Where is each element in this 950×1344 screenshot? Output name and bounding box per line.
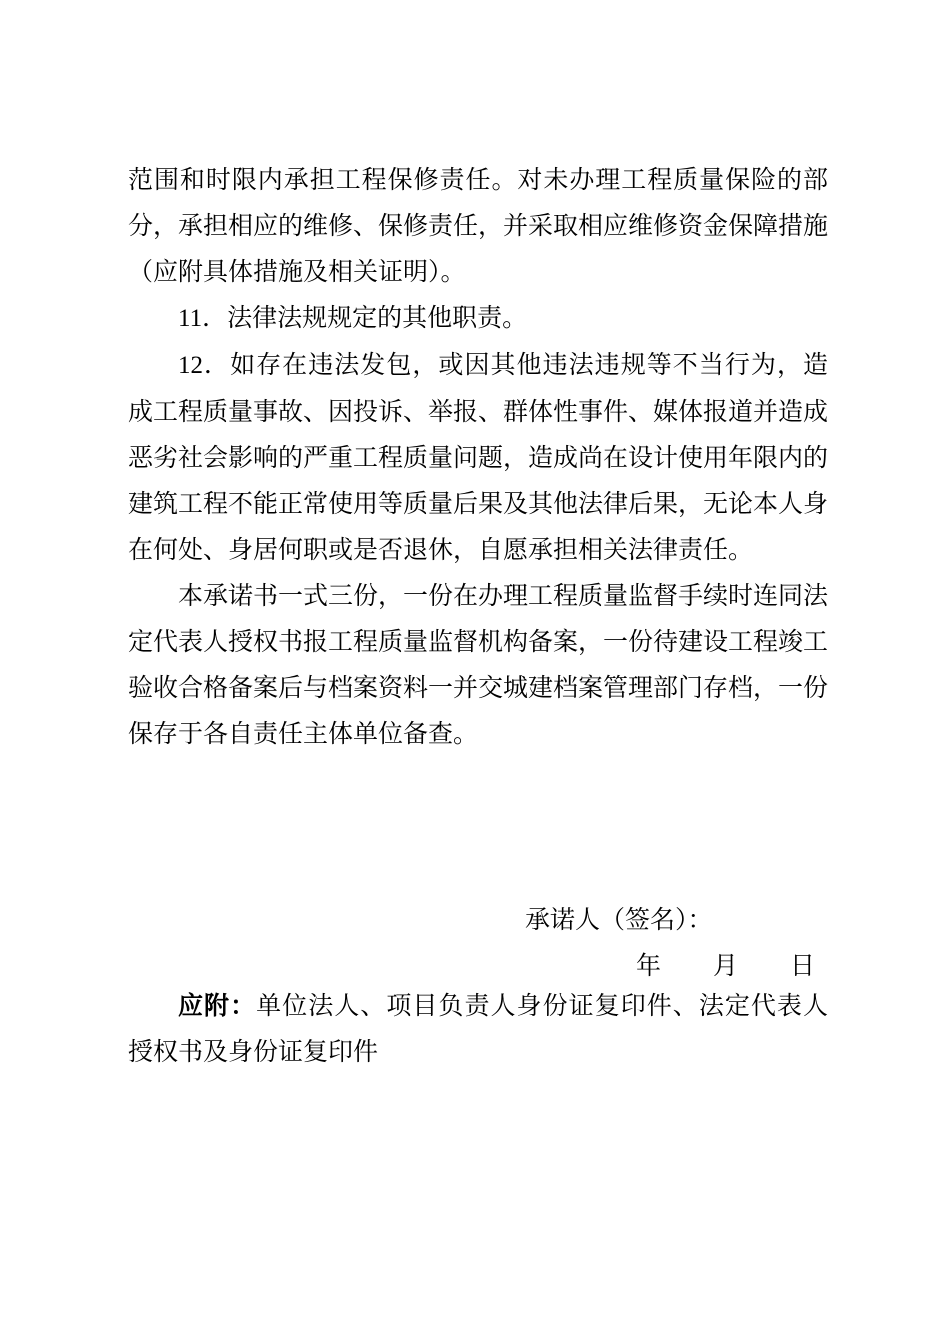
date-day: 日 — [790, 951, 816, 980]
attachment-text: 单位法人、项目负责人身份证复印件、法定代表人授权书及身份证复印件 — [128, 991, 828, 1066]
date-year: 年 — [636, 951, 662, 980]
paragraph-item-12 — [128, 342, 828, 573]
paragraph-copies: 本承诺书一式三份，一份在办理工程质量监督手续时连同法定代表人授权书报工程质量监督机构备案，一份待建设工程竣工验收合格备案后与档案资料一并交城建档案管理部门存档，一份保存于各自责任主体单位备查。 — [128, 581, 829, 748]
attachment-label: 应附： — [178, 991, 257, 1020]
signature-label: 承诺人（签名）： — [525, 905, 713, 934]
item-text-12: 如存在违法发包，或因其他违法违规等不当行为，造成工程质量事故、因投诉、举报、群体性事件、媒体报道并造成恶劣社会影响的严重工程质量问题，造成尚在设计使用年限内的建筑工程不能正常使用等质量后果及其他法律后果，无论本人身在何处、身居何职或是否退休，自愿承担相关法律责任。 — [128, 350, 829, 564]
document-body — [128, 157, 828, 757]
item-number-11: 11． — [178, 305, 228, 332]
attachment-note — [128, 983, 828, 1075]
item-text-11: 法律法规规定的其他职责。 — [227, 303, 528, 332]
paragraph-continuation: 范围和时限内承担工程保修责任。对未办理工程质量保险的部分，承担相应的维修、保修责任，并采取相应维修资金保障措施（应附具体措施及相关证明）。 — [128, 165, 829, 286]
date-month: 月 — [713, 951, 739, 980]
paragraph-item-11 — [128, 295, 828, 342]
item-number-12: 12． — [178, 352, 231, 379]
